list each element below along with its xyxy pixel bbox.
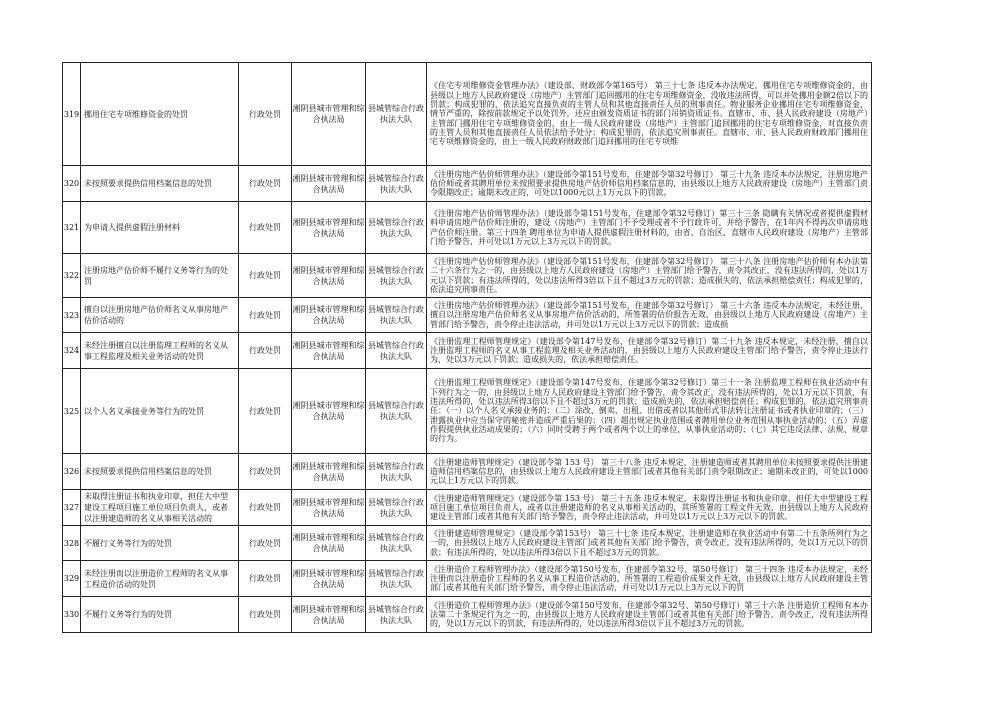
legal-basis: 《注册房地产估价师管理办法》（建设部令第151号发布，住建部令第32号修订） 第三十九条 违反本办法规定，注册房地产估价师或者其聘用单位未按照要求提供房地产估价师信用档案信息的，由县级以上地方人民政府建设（房地产）主管部门责令限期改正；逾期未改正的，可处以1000元以上1万元以下的罚款。 (430, 169, 868, 198)
legal-basis: 《注册造价工程师管理办法》（建设部令第150号发布，住建部令第32号、第50号修订） 第三十四条 违反本办法规定，未经注册而以注册造价工程师的名义从事工程造价活动的，所签署的工程造价成果文件无效，由县级以上地方人民政府建设主管部门或者其他有关部门给予警告，责令停止违法活动，并可处以1万元以上3万元以下的罚 (430, 564, 868, 593)
item-name-cell (81, 597, 239, 633)
penalty-type: 行政处罚 (239, 63, 292, 166)
responsible-department: 湘阴县城市管理和综合执法局 (292, 526, 366, 561)
enforcement-unit: 县城管综合行政执法大队 (366, 369, 427, 454)
legal-basis-cell (427, 526, 872, 561)
penalty-type: 行政处罚 (239, 526, 292, 561)
responsible-department: 湘阴县城市管理和综合执法局 (292, 202, 366, 254)
enforcement-unit: 县城管综合行政执法大队 (366, 298, 427, 333)
responsible-department: 湘阴县城市管理和综合执法局 (292, 561, 366, 597)
row-number: 322 (63, 254, 81, 298)
item-name-cell (81, 526, 239, 561)
enforcement-unit: 县城管综合行政执法大队 (366, 202, 427, 254)
table-row (63, 561, 872, 597)
row-number: 325 (63, 369, 81, 454)
row-number: 319 (63, 63, 81, 166)
table-row (63, 369, 872, 454)
row-number: 320 (63, 166, 81, 202)
item-name: 以个人名义承接业务等行为的处罚 (84, 406, 204, 416)
responsible-department: 湘阴县城市管理和综合执法局 (292, 63, 366, 166)
penalty-table (62, 62, 872, 633)
penalty-type: 行政处罚 (239, 254, 292, 298)
legal-basis: 《注册房地产估价师管理办法》（建设部令第151号发布，住建部令第32号修订） 第三十六条 违反本办法规定，未经注册，擅自以注册房地产估价师名义从事房地产估价活动的，所签署的估价报告无效，由县级以上地方人民政府建设（房地产）主管部门给予警告，责令停止违法活动，并可处以1万元以上3万元以下的罚款；造成损 (430, 301, 868, 329)
responsible-department: 湘阴县城市管理和综合执法局 (292, 490, 366, 526)
table-row (63, 202, 872, 254)
table-row (63, 597, 872, 633)
item-name-cell (81, 254, 239, 298)
item-name-cell (81, 333, 239, 369)
legal-basis-cell (427, 63, 872, 166)
row-number: 321 (63, 202, 81, 254)
enforcement-unit: 县城管综合行政执法大队 (366, 526, 427, 561)
penalty-type: 行政处罚 (239, 166, 292, 202)
row-number: 330 (63, 597, 81, 633)
responsible-department: 湘阴县城市管理和综合执法局 (292, 597, 366, 633)
penalty-type: 行政处罚 (239, 369, 292, 454)
row-number: 326 (63, 454, 81, 490)
legal-basis: 《注册监理工程师管理规定》（建设部令第147号发布，住建部令第32号修订）第三十一条 注册监理工程师在执业活动中有下列行为之一的，由县级以上地方人民政府建设主管部门给予警告，责令其改正，没有违法所得的，处以1万元以下罚款，有违法所得的，处以违法所得3倍以下且不超过3万元的罚款；造成损失的，依法承担赔偿责任；构成犯罪的，依法追究刑事责任：（一）以个人名义承接业务的；（二）涂改、倒卖、出租、出借或者以其他形式非法转让注册证书或者执业印章的；（三）泄露执业中应当保守的秘密并造成严重后果的；（四）超出规定执业范围或者聘用单位业务范围从事执业活动的；（五）弄虚作假提供执业活动成果的；（六）同时受聘于两个或者两个以上的单位，从事执业活动的；（七）其它违反法律、法规、规章的行为。 (430, 378, 868, 444)
legal-basis: 《注册造价工程师管理办法》（建设部令第150号发布，住建部令第32号、第50号修订）第三十六条 注册造价工程师有本办法第二十条规定行为之一的，由县级以上地方人民政府建设主管部门或者其他有关部门给予警告，责令改正，没有违法所得的，处以1万元以下的罚款，有违法所得的，处以违法所得3倍以下且不超过3万元的罚款。 (430, 600, 868, 629)
item-name: 挪用住宅专项维修资金的处罚 (84, 109, 188, 119)
legal-basis-cell (427, 490, 872, 526)
table-row (63, 298, 872, 333)
responsible-department: 湘阴县城市管理和综合执法局 (292, 369, 366, 454)
legal-basis: 《注册房地产估价师管理办法》（建设部令第151号发布，住建部令第32号修订） 第三十八条 注册房地产估价师有本办法第二十六条行为之一的，由县级以上地方人民政府建设（房地产）主管部门给予警告，责令其改正，没有违法所得的，处以1万元以下罚款；有违法所得的，处以违法所得3倍以下且不超过3万元的罚款；造成损失的，依法承担赔偿责任；构成犯罪的，依法追究刑事责任。 (430, 256, 868, 294)
legal-basis: 《注册建造师管理规定》（建设部令第153号） 第三十七条 违反本规定，注册建造师在执业活动中有第二十五条所列行为之一的，由县级以上地方人民政府建设主管部门或者其他有关部门给予警告，责令改正，没有违法所得的，处以1万元以下的罚款；有违法所得的，处以违法所得3倍以下且不超过3万元的罚款。 (430, 529, 868, 557)
row-number: 329 (63, 561, 81, 597)
table-row (63, 333, 872, 369)
item-name: 不履行义务等行为的处罚 (84, 610, 172, 619)
item-name: 未按照要求提供信用档案信息的处罚 (84, 179, 212, 188)
penalty-type: 行政处罚 (239, 490, 292, 526)
item-name: 未取得注册证书和执业印章，担任大中型建设工程项目施工单位项目负责人，或者以注册建造师的名义从事相关活动的 (84, 492, 228, 523)
row-number: 328 (63, 526, 81, 561)
penalty-type: 行政处罚 (239, 202, 292, 254)
legal-basis-cell (427, 166, 872, 202)
item-name-cell (81, 454, 239, 490)
enforcement-unit: 县城管综合行政执法大队 (366, 490, 427, 526)
responsible-department: 湘阴县城市管理和综合执法局 (292, 298, 366, 333)
legal-basis-cell (427, 254, 872, 298)
legal-basis: 《注册监理工程师管理规定》（建设部令第147号发布，住建部令第32号修订）第二十九条 违反本规定，未经注册，擅自以注册监理工程师的名义从事工程监理及相关业务活动的，由县级以上地方人民政府建设主管部门给予警告，责令停止违法行为，处以3万元以下罚款；造成损失的，依法承担赔偿责任。 (430, 336, 868, 365)
legal-basis-cell (427, 597, 872, 633)
enforcement-unit: 县城管综合行政执法大队 (366, 254, 427, 298)
table-row (63, 490, 872, 526)
legal-basis: 《注册建造师管理规定》（建设部令第 153 号） 第三十五条 违反本规定，未取得注册证书和执业印章，担任大中型建设工程项目施工单位项目负责人，或者以注册建造师的名义从事相关活动的，其所签署的工程文件无效，由县级以上地方人民政府建设主管部门或者其他有关部门给予警告，责令停止违法活动，并可处以1万元以上3万元以下的罚款。 (430, 493, 868, 522)
enforcement-unit: 县城管综合行政执法大队 (366, 63, 427, 166)
legal-basis-cell (427, 202, 872, 254)
enforcement-unit: 县城管综合行政执法大队 (366, 333, 427, 369)
table-row (63, 63, 872, 166)
legal-basis-cell (427, 369, 872, 454)
row-number: 327 (63, 490, 81, 526)
legal-basis: 《注册建造师管理规定》（建设部令第 153 号） 第三十八条 违反本规定，注册建造师或者其聘用单位未按照要求提供注册建造师信用档案信息的，由县级以上地方人民政府建设主管部门或者其他有关部门责令限期改正；逾期未改正的，可处以1000元以上1万元以下的罚款。 (430, 457, 868, 486)
legal-basis-cell (427, 561, 872, 597)
enforcement-unit: 县城管综合行政执法大队 (366, 561, 427, 597)
item-name: 未经注册擅自以注册监理工程师的名义从事工程监理及相关业务活动的处罚 (84, 340, 228, 361)
responsible-department: 湘阴县城市管理和综合执法局 (292, 166, 366, 202)
row-number: 324 (63, 333, 81, 369)
item-name-cell (81, 166, 239, 202)
penalty-type: 行政处罚 (239, 298, 292, 333)
legal-basis-cell (427, 333, 872, 369)
penalty-type: 行政处罚 (239, 597, 292, 633)
enforcement-unit: 县城管综合行政执法大队 (366, 454, 427, 490)
item-name-cell (81, 63, 239, 166)
enforcement-unit: 县城管综合行政执法大队 (366, 597, 427, 633)
item-name-cell (81, 298, 239, 333)
table-row (63, 254, 872, 298)
row-number: 323 (63, 298, 81, 333)
table-row (63, 454, 872, 490)
item-name-cell (81, 490, 239, 526)
item-name: 为申请人提供虚假注册材料 (84, 223, 180, 232)
responsible-department: 湘阴县城市管理和综合执法局 (292, 333, 366, 369)
legal-basis: 《住宅专项维修资金管理办法》（建设部、财政部令第165号） 第三十七条 违反本办法规定，挪用住宅专项维修资金的，由县级以上地方人民政府建设（房地产）主管部门追回挪用的住宅专项维修资金，没收违法所得，可以并处挪用金额2倍以下的罚款；构成犯罪的，依法追究直接负责的主管人员和其他直接责任人员的刑事责任。物业服务企业挪用住宅专项维修资金，情节严重的，除按前款规定予以处罚外，还应由颁发资质证书的部门吊销资质证书。直辖市、市、县人民政府建设（房地产）主管部门挪用住宅专项维修资金的，由上一级人民政府建设（房地产）主管部门追回挪用的住宅专项维修资金，对直接负责的主管人员和其他直接责任人员依法给予处分；构成犯罪的，依法追究刑事责任。直辖市、市、县人民政府财政部门挪用住宅专项维修资金的，由上一级人民政府财政部门追回挪用的住宅专项维 (430, 81, 868, 147)
item-name: 擅自以注册房地产估价师名义从事房地产估价活动的 (84, 305, 228, 325)
table-row (63, 526, 872, 561)
enforcement-unit: 县城管综合行政执法大队 (366, 166, 427, 202)
item-name: 未按照要求提供信用档案信息的处罚 (84, 467, 212, 476)
item-name-cell (81, 202, 239, 254)
item-name: 注册房地产估价师不履行义务等行为的处罚 (84, 265, 228, 286)
responsible-department: 湘阴县城市管理和综合执法局 (292, 254, 366, 298)
responsible-department: 湘阴县城市管理和综合执法局 (292, 454, 366, 490)
penalty-type: 行政处罚 (239, 561, 292, 597)
legal-basis: 《注册房地产估价师管理办法》（建设部令第151号发布，住建部令第32号修订）第三十三条 隐瞒有关情况或者提供虚假材料申请房地产估价师注册的，建设（房地产）主管部门不予受理或者不予行政许可，并给予警告，在1年内不得再次申请房地产估价师注册。第三十四条 聘用单位为申请人提供虚假注册材料的，由省、自治区、直辖市人民政府建设（房地产）主管部门给予警告，并可处以1万元以上3万元以下的罚款。 (430, 208, 868, 246)
penalty-type: 行政处罚 (239, 454, 292, 490)
item-name-cell (81, 561, 239, 597)
item-name: 未经注册而以注册造价工程师的名义从事工程造价活动的处罚 (84, 568, 228, 589)
penalty-type: 行政处罚 (239, 333, 292, 369)
legal-basis-cell (427, 454, 872, 490)
item-name-cell (81, 369, 239, 454)
table-row (63, 166, 872, 202)
legal-basis-cell (427, 298, 872, 333)
item-name: 不履行义务等行为的处罚 (84, 538, 172, 548)
